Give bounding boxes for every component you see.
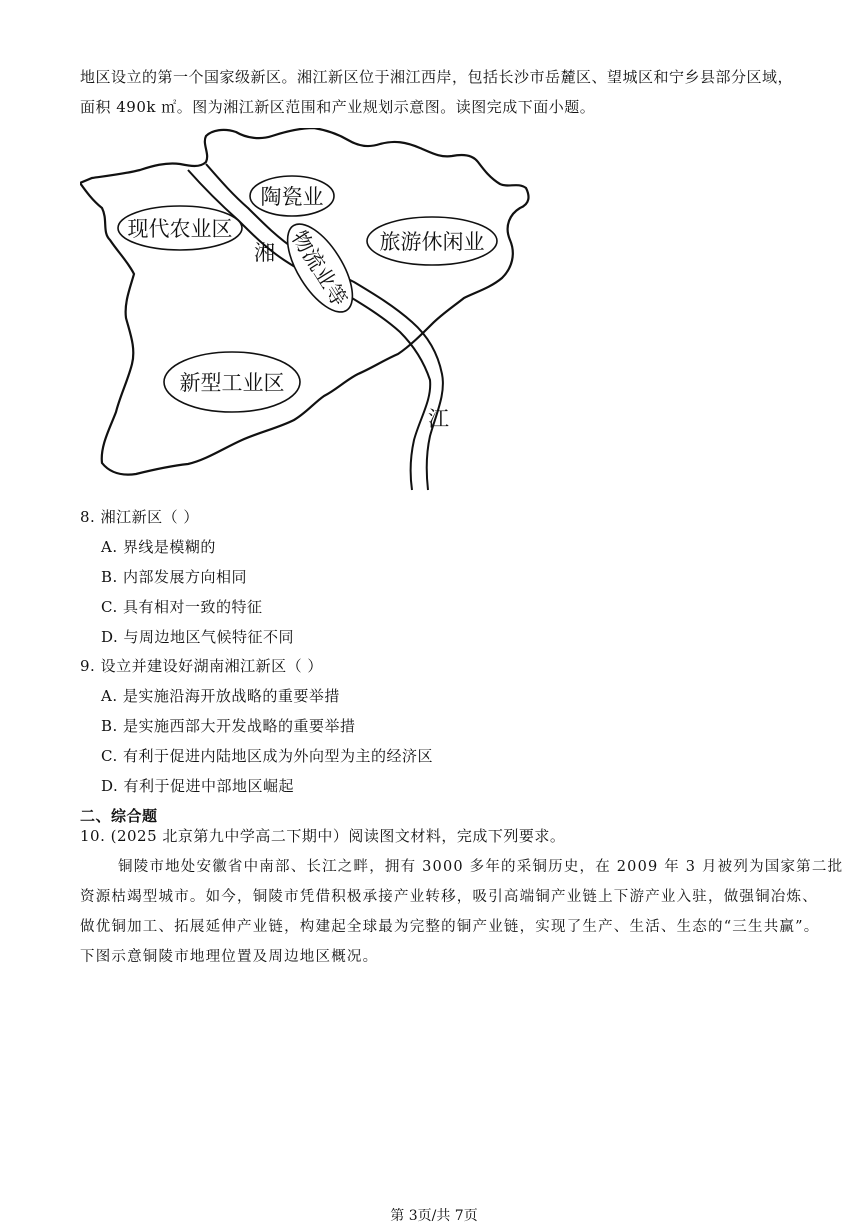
page-footer: 第 3页/共 7页 xyxy=(390,1208,478,1224)
river-label-jiang: 江 xyxy=(428,407,449,431)
intro-line-1: 地区设立的第一个国家级新区。湘江新区位于湘江西岸，包括长沙市岳麓区、望城区和宁乡县部分区域， xyxy=(80,68,794,86)
q10-paragraph-line-2: 资源枯竭型城市。如今，铜陵市凭借积极承接产业转移，吸引高端铜产业链上下游产业入驻，做强铜冶炼、 xyxy=(80,889,818,905)
zone-tourism-label: 旅游休闲业 xyxy=(379,230,485,254)
q10-paragraph-line-4: 下图示意铜陵市地理位置及周边地区概况。 xyxy=(80,949,379,965)
question-9-stem: 9. 设立并建设好湖南湘江新区（ ） xyxy=(80,657,323,675)
question-10-stem: 10. (2025 北京第九中学高二下期中）阅读图文材料，完成下列要求。 xyxy=(80,827,566,845)
zone-modern-agri-label: 现代农业区 xyxy=(127,217,233,241)
question-9-option-c: C. 有利于促进内陆地区成为外向型为主的经济区 xyxy=(101,747,433,765)
section-2-title: 二、综合题 xyxy=(80,807,158,825)
question-8-option-d: D. 与周边地区气候特征不同 xyxy=(101,628,295,646)
zone-ceramics-label: 陶瓷业 xyxy=(260,185,324,209)
question-8-option-a: A. 界线是模糊的 xyxy=(101,538,216,556)
q10-paragraph-line-1: 铜陵市地处安徽省中南部、长江之畔，拥有 3000 多年的采铜历史，在 2009 年 3 月被列为国家第二批 xyxy=(118,859,844,875)
question-8-stem: 8. 湘江新区（ ） xyxy=(80,508,199,526)
question-8-option-b: B. 内部发展方向相同 xyxy=(101,568,248,586)
xiangjiang-map xyxy=(80,128,540,493)
river-label-xiang: 湘 xyxy=(254,241,275,265)
question-8-option-c: C. 具有相对一致的特征 xyxy=(101,598,263,616)
question-9-option-a: A. 是实施沿海开放战略的重要举措 xyxy=(101,687,340,705)
zone-new-industry-label: 新型工业区 xyxy=(179,371,285,395)
q10-paragraph-line-3: 做优铜加工、拓展延伸产业链，构建起全球最为完整的铜产业链，实现了生产、生活、生态的“三生共赢”。 xyxy=(80,919,820,935)
question-9-option-b: B. 是实施西部大开发战略的重要举措 xyxy=(101,717,356,735)
question-9-option-d: D. 有利于促进中部地区崛起 xyxy=(101,777,295,795)
zone-logistics-label: 物流业等 xyxy=(286,226,352,311)
intro-line-2: 面积 490k ㎡。图为湘江新区范围和产业规划示意图。读图完成下面小题。 xyxy=(80,98,596,116)
